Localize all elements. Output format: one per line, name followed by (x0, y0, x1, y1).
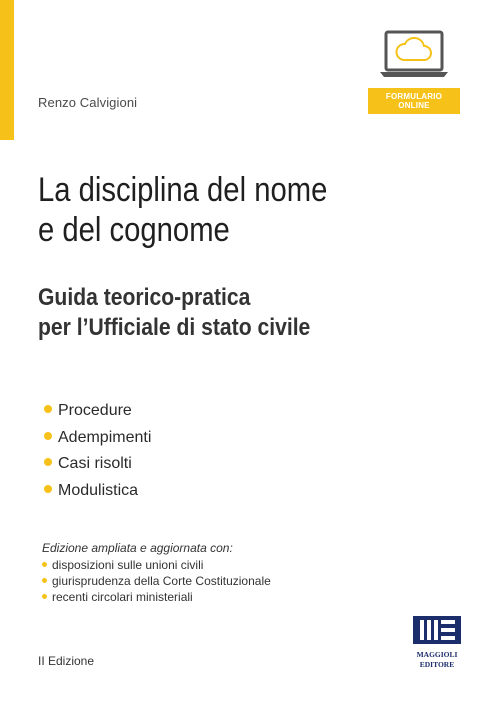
edition-intro: Edizione ampliata e aggiornata con: (42, 541, 233, 555)
online-resources (368, 30, 460, 114)
online-badge: FORMULARIO ONLINE (368, 88, 460, 114)
bullet-icon (42, 562, 47, 567)
publisher-subname: EDITORE (419, 660, 455, 669)
subtitle-line-1: Guida teorico-pratica (38, 284, 251, 311)
bullet-icon (44, 485, 52, 493)
feature-item: Adempimenti (44, 425, 151, 452)
publisher-name: MAGGIOLI (416, 650, 458, 659)
bullet-icon (44, 432, 52, 440)
bullet-icon (44, 405, 52, 413)
update-item: giurisprudenza della Corte Costituzionale (42, 573, 271, 589)
subtitle-line-2: per l’Ufficiale di stato civile (38, 314, 311, 341)
accent-side-bar (0, 0, 14, 140)
bullet-icon (42, 578, 47, 583)
feature-item: Modulistica (44, 478, 151, 505)
publisher-mark-icon (413, 616, 461, 644)
feature-list (44, 398, 151, 504)
feature-item: Casi risolti (44, 451, 151, 478)
update-list (42, 557, 271, 605)
update-item: disposizioni sulle unioni civili (42, 557, 271, 573)
book-title (38, 170, 485, 250)
laptop-cloud-icon (378, 30, 450, 80)
edition-label: II Edizione (38, 654, 95, 668)
edition-notes (42, 541, 271, 605)
title-line-1: La disciplina del nome (38, 171, 328, 209)
publisher-logo (413, 616, 461, 669)
update-item: recenti circolari ministeriali (42, 589, 271, 605)
author-name: Renzo Calvigioni (38, 95, 138, 110)
feature-item: Procedure (44, 398, 151, 425)
bullet-icon (44, 458, 52, 466)
title-line-2: e del cognome (38, 211, 230, 249)
book-subtitle (38, 283, 478, 343)
bullet-icon (42, 594, 47, 599)
